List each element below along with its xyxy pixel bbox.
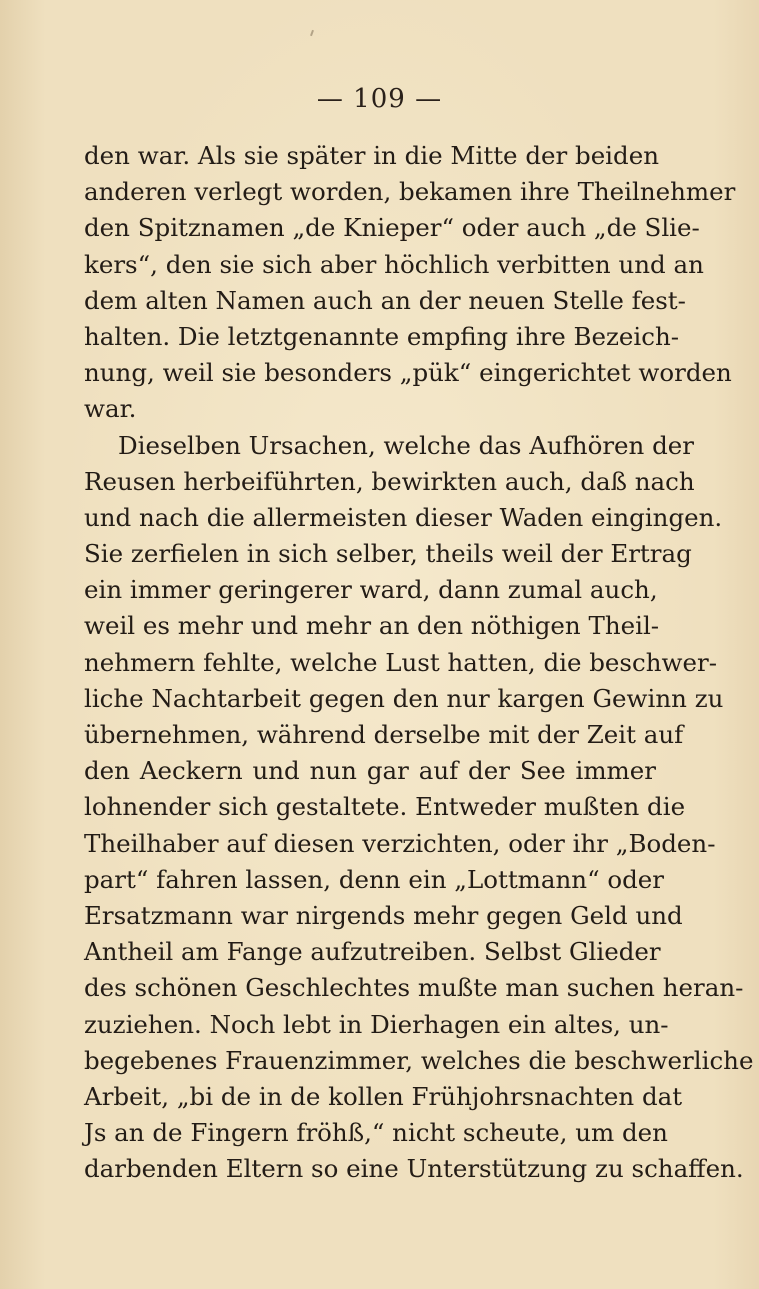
text-line: nehmern fehlte, welche Lust hatten, die beschwer- — [84, 647, 717, 677]
text-line: halten. Die letztgenannte empfing ihre Bezeich- — [84, 321, 680, 351]
text-line: Js an de Fingern fröhß,“ nicht scheute, um den — [84, 1118, 668, 1148]
paper-speck — [310, 30, 314, 36]
text-line: übernehmen, während derselbe mit der Zeit auf — [84, 720, 684, 749]
text-line: liche Nachtarbeit gegen den nur kargen Gewinn zu — [84, 683, 724, 713]
text-line: lohnender sich gestaltete. Entweder mußten die — [84, 792, 686, 822]
text-line: Arbeit, „bi de in de kollen Frühjohrsnachten dat — [84, 1081, 683, 1111]
text-line: Antheil am Fange aufzutreiben. Selbst Glieder — [84, 937, 661, 967]
text-line: Theilhaber auf diesen verzichten, oder ihr „Boden- — [84, 828, 716, 858]
page-number: — 109 — — [316, 84, 443, 114]
text-line: den Spitznamen „de Knieper“ oder auch „de Slie- — [84, 213, 700, 243]
text-line: Sie zerfielen in sich selber, theils weil der Ertrag — [84, 539, 692, 569]
text-line: des schönen Geschlechtes mußte man suchen heran- — [84, 973, 744, 1003]
text-line: dem alten Namen auch an der neuen Stelle fest- — [84, 285, 686, 315]
text-line: den war. Als sie später in die Mitte der beiden — [84, 141, 659, 170]
text-line: und nach die allermeisten dieser Waden eingingen. — [84, 502, 723, 532]
text-line: darbenden Eltern so eine Unterstützung zu schaffen. — [84, 1154, 744, 1184]
text-line: zuziehen. Noch lebt in Dierhagen ein altes, un- — [84, 1009, 669, 1039]
text-line: Ersatzmann war nirgends mehr gegen Geld und — [84, 900, 683, 930]
text-line: war. — [84, 394, 137, 424]
text-line: nung, weil sie besonders „pük“ eingerichtet worden — [84, 358, 732, 388]
text-line: ein immer geringerer ward, dann zumal auch, — [84, 575, 658, 605]
text-line: Dieselben Ursachen, welche das Aufhören der — [118, 430, 695, 460]
text-line: den Aeckern und nun gar auf der See immer — [84, 756, 656, 786]
text-line: anderen verlegt worden, bekamen ihre Theilnehmer — [84, 177, 736, 207]
text-line: weil es mehr und mehr an den nöthigen Theil- — [84, 611, 660, 641]
body-text — [84, 138, 754, 1187]
text-line: begebenes Frauenzimmer, welches die beschwerliche — [84, 1045, 754, 1075]
text-line: Reusen herbeiführten, bewirkten auch, daß nach — [84, 466, 695, 496]
text-line: kers“, den sie sich aber höchlich verbitten und an — [84, 249, 704, 279]
text-line: part“ fahren lassen, denn ein „Lottmann“ oder — [84, 864, 665, 894]
